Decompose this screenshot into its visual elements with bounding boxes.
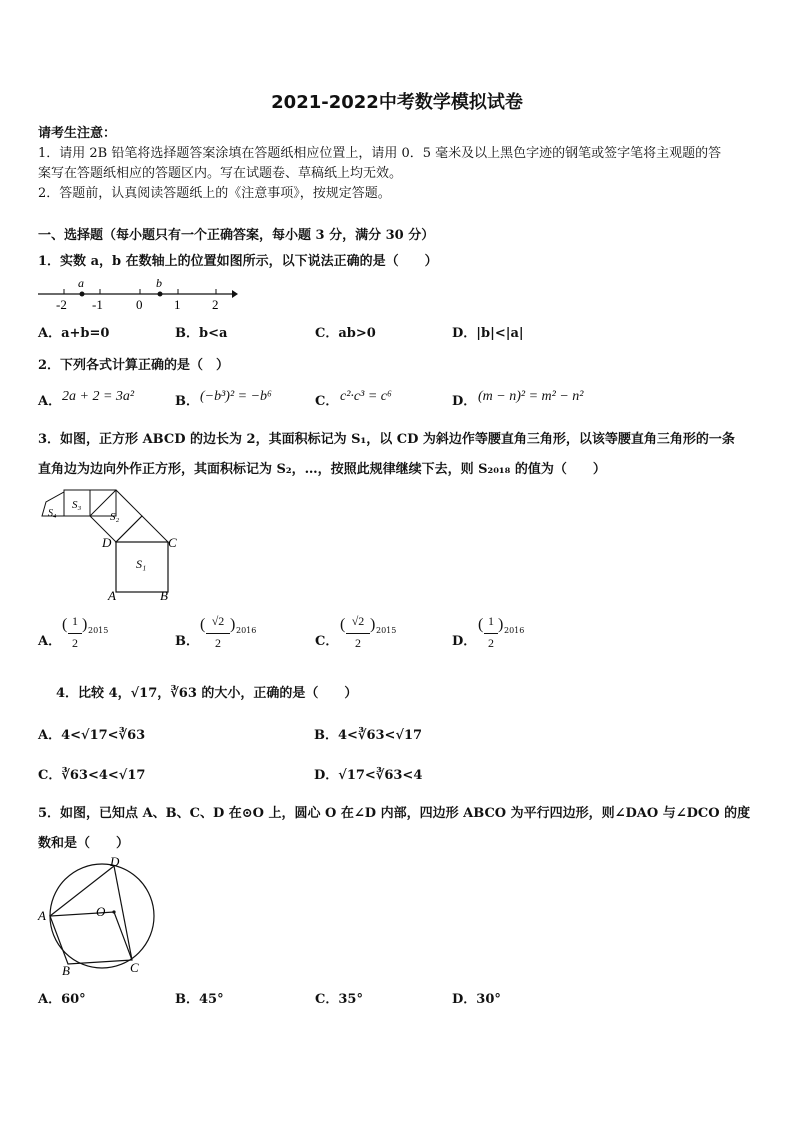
question-4-stem: 4．比较 4，√17，∛63 的大小，正确的是（ ） — [56, 686, 358, 701]
vertex-a: A — [38, 908, 46, 923]
paren-close: ) — [230, 616, 236, 633]
fraction-bar — [346, 633, 370, 634]
tick-label: 1 — [174, 297, 181, 312]
fraction-numerator: 1 — [72, 614, 78, 628]
fraction-bar — [206, 633, 230, 634]
circle-figure — [36, 854, 160, 980]
paren-close: ) — [370, 616, 376, 633]
paren-close: ) — [498, 616, 504, 633]
option-b: B．b<a — [175, 326, 228, 341]
fraction-numerator: 1 — [488, 614, 494, 628]
option-d: D． — [452, 634, 477, 649]
tick-label: 0 — [136, 297, 143, 312]
fraction-denominator: 2 — [355, 636, 361, 650]
section-heading: 一、选择题（每小题只有一个正确答案，每小题 3 分，满分 30 分） — [38, 228, 435, 243]
option-a: A．4<√17<∛63 — [38, 728, 146, 743]
option-d: D．√17<∛63<4 — [314, 768, 423, 783]
s2-label: S₂ — [110, 511, 120, 523]
vertex-a: A — [108, 588, 116, 603]
option-d: D．30° — [452, 992, 501, 1007]
option-d: D．|b|<|a| — [452, 326, 524, 341]
paren-open: ( — [340, 616, 346, 633]
option-a: A． — [38, 634, 62, 649]
fraction-numerator: √2 — [211, 614, 225, 628]
expression: (m − n)² = m² − n² — [478, 389, 584, 404]
vertex-c: C — [168, 535, 177, 550]
tick-label: -1 — [92, 297, 103, 312]
expression: (−b³)² = −b⁶ — [200, 389, 272, 404]
paren-close: ) — [82, 616, 88, 633]
option-d: D． — [452, 394, 477, 409]
vertex-b: B — [62, 963, 70, 978]
question-5-stem: 数和是（ ） — [38, 836, 130, 851]
option-c: C．35° — [315, 992, 363, 1007]
option-c: C． — [315, 634, 339, 649]
fraction-denominator: 2 — [215, 636, 221, 650]
vertex-o: O — [96, 904, 106, 919]
option-b: B．45° — [175, 992, 224, 1007]
exponent: 2016 — [236, 626, 257, 635]
tick-label: -2 — [56, 297, 67, 312]
question-1-stem: 1．实数 a，b 在数轴上的位置如图所示，以下说法正确的是（ ） — [38, 254, 438, 269]
center-point — [112, 910, 115, 913]
notice-line: 1．请用 2B 铅笔将选择题答案涂填在答题纸相应位置上，请用 0．5 毫米及以上黑色字迹的钢笔或签字笔将主观题的答 — [38, 146, 722, 161]
question-2-stem: 2．下列各式计算正确的是（ ） — [38, 358, 230, 373]
question-5-stem: 5．如图，已知点 A、B、C、D 在⊙O 上，圆心 O 在∠D 内部，四边形 ABCO 为平行四边形，则∠DAO 与∠DCO 的度 — [38, 806, 751, 821]
fraction-denominator: 2 — [488, 636, 494, 650]
point-b-label: b — [156, 276, 162, 290]
vertex-b: B — [160, 588, 168, 603]
expression: 2a + 2 = 3a² — [62, 389, 135, 404]
exponent: 2016 — [504, 626, 525, 635]
square-spiral-figure — [38, 486, 184, 604]
number-line-figure — [36, 276, 238, 312]
vertex-c: C — [130, 960, 139, 975]
notice-line: 2．答题前，认真阅读答题纸上的《注意事项》，按规定答题。 — [38, 186, 391, 201]
option-c: C．ab>0 — [315, 326, 376, 341]
exponent: 2015 — [88, 626, 109, 635]
option-a: A．60° — [38, 992, 86, 1007]
option-c: C． — [315, 394, 339, 409]
point-b — [158, 292, 163, 297]
vertex-d: D — [102, 535, 112, 550]
question-3-stem: 直角边为边向外作正方形，其面积标记为 S₂，…，按照此规律继续下去，则 S₂₀₁₈ 的值为（ ） — [38, 462, 606, 477]
fraction-denominator: 2 — [72, 636, 78, 650]
exponent: 2015 — [376, 626, 397, 635]
expression: c²·c³ = c⁶ — [340, 389, 392, 404]
paren-open: ( — [200, 616, 206, 633]
notice-line: 案写在答题纸相应的答题区内。写在试题卷、草稿纸上均无效。 — [38, 166, 403, 181]
point-a — [80, 292, 85, 297]
s3-label: S₃ — [72, 499, 82, 511]
option-b: B． — [175, 634, 199, 649]
option-c: C．∛63<4<√17 — [38, 768, 146, 783]
s1-label: S₁ — [136, 557, 147, 571]
option-b: B．4<∛63<√17 — [314, 728, 423, 743]
option-a: A．a+b=0 — [38, 326, 110, 341]
option-b: B． — [175, 394, 199, 409]
page-title: 2021-2022中考数学模拟试卷 — [271, 92, 523, 113]
paren-open: ( — [62, 616, 68, 633]
fraction-bar — [484, 633, 498, 634]
paren-open: ( — [478, 616, 484, 633]
fraction-numerator: √2 — [351, 614, 365, 628]
notice-heading: 请考生注意： — [38, 126, 117, 141]
s4-label: S₄ — [48, 508, 57, 519]
question-3-stem: 3．如图，正方形 ABCD 的边长为 2，其面积标记为 S₁，以 CD 为斜边作等腰直角三角形，以该等腰直角三角形的一条 — [38, 432, 735, 447]
fraction-bar — [68, 633, 82, 634]
point-a-label: a — [78, 276, 84, 290]
option-a: A． — [38, 394, 62, 409]
vertex-d: D — [110, 854, 120, 869]
tick-label: 2 — [212, 297, 219, 312]
